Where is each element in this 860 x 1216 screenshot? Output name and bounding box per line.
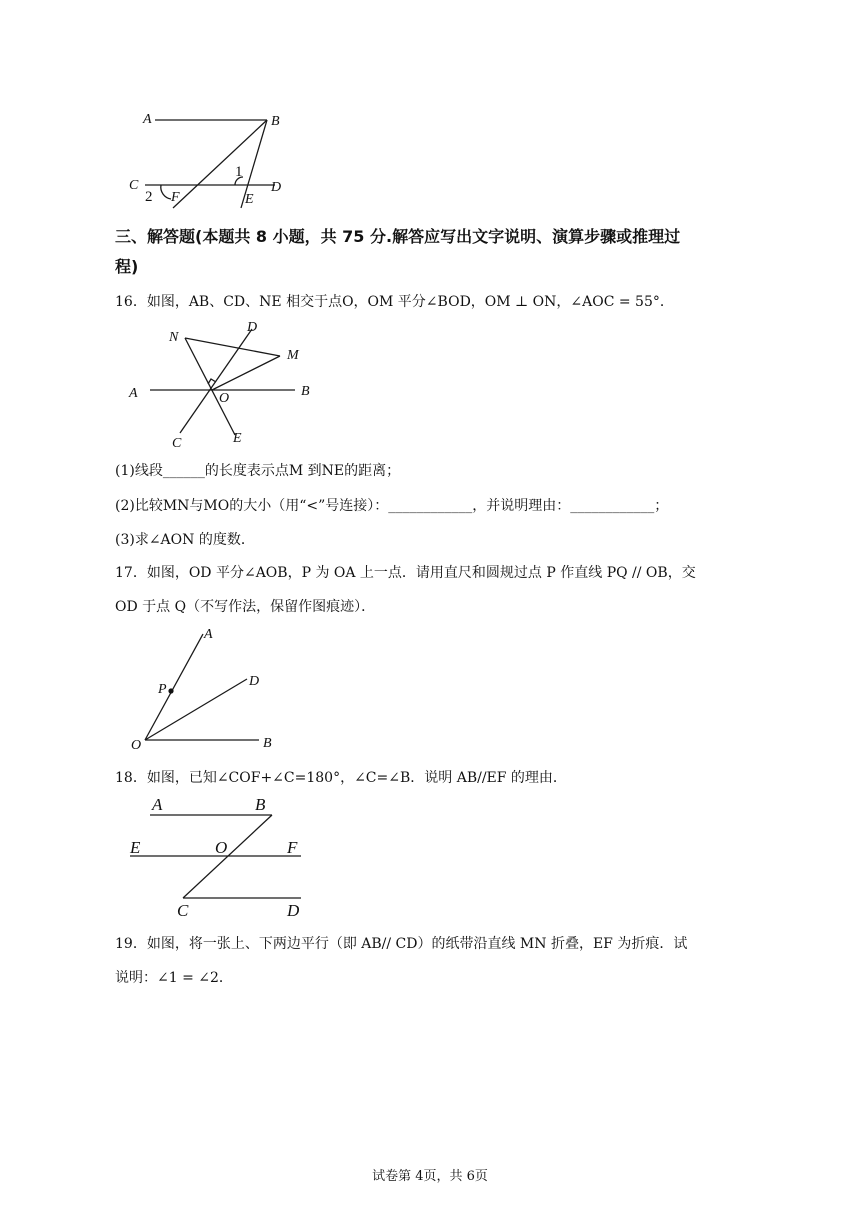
figure-parallel-lines-ab-cd bbox=[125, 105, 295, 210]
label-D: D bbox=[247, 320, 258, 335]
label-O: O bbox=[219, 391, 230, 406]
q19-stem-line1: 19．如图，将一张上、下两边平行（即 AB// CD）的纸带沿直线 MN 折叠，EF 为折痕．试 bbox=[115, 936, 688, 952]
label-E: E bbox=[233, 431, 242, 446]
label-angle-2: 2 bbox=[145, 189, 153, 205]
label-C: C bbox=[177, 901, 189, 920]
q19-stem-line2: 说明：∠1 = ∠2． bbox=[115, 970, 233, 986]
label-O: O bbox=[131, 738, 142, 753]
section-heading-cont: 程) bbox=[115, 257, 139, 276]
label-D: D bbox=[271, 180, 282, 195]
point-P bbox=[168, 688, 173, 693]
label-N: N bbox=[169, 330, 179, 345]
label-P: P bbox=[158, 682, 167, 697]
figure-q16-intersecting-lines bbox=[125, 315, 320, 450]
q16-stem: 16．如图，AB、CD、NE 相交于点O，OM 平分∠BOD，OM ⊥ ON，∠AOC = 55°． bbox=[115, 294, 674, 310]
label-C: C bbox=[129, 178, 139, 193]
page-footer: 试卷第 4页，共 6页 bbox=[372, 1169, 488, 1184]
q17-stem-line2: OD 于点 Q（不写作法，保留作图痕迹）． bbox=[115, 599, 376, 615]
label-F: F bbox=[171, 190, 180, 205]
section-heading: 三、解答题(本题共 8 小题，共 75 分.解答应写出文字说明、演算步骤或推理过 bbox=[115, 227, 681, 246]
q17-stem-line1: 17．如图，OD 平分∠AOB，P 为 OA 上一点．请用直尺和圆规过点 P 作直线 PQ // OB，交 bbox=[115, 565, 696, 581]
label-M: M bbox=[287, 348, 299, 363]
label-D: D bbox=[287, 901, 300, 920]
label-F: F bbox=[287, 838, 298, 857]
label-B: B bbox=[263, 736, 272, 751]
label-B: B bbox=[255, 795, 266, 814]
q16-part2: (2)比较MN与MO的大小（用“<”号连接）：____________，并说明理由：____________； bbox=[115, 498, 669, 514]
q16-part3: (3)求∠AON 的度数． bbox=[115, 532, 255, 548]
label-C: C bbox=[172, 436, 182, 451]
label-D: D bbox=[249, 674, 260, 689]
label-A: A bbox=[152, 795, 163, 814]
figure-q18-parallel-lines bbox=[125, 792, 310, 920]
label-A: A bbox=[204, 627, 213, 642]
q18-stem: 18．如图，已知∠COF+∠C=180°，∠C=∠B．说明 AB//EF 的理由． bbox=[115, 770, 567, 786]
figure-q17-angle-bisector bbox=[125, 622, 285, 752]
label-A: A bbox=[129, 386, 138, 401]
label-O: O bbox=[215, 838, 228, 857]
label-B: B bbox=[301, 384, 310, 399]
label-E: E bbox=[130, 838, 141, 857]
label-E: E bbox=[245, 192, 254, 207]
label-angle-1: 1 bbox=[235, 164, 243, 180]
label-A: A bbox=[143, 112, 152, 127]
label-B: B bbox=[271, 114, 280, 129]
q16-part1: (1)线段______的长度表示点M 到NE的距离； bbox=[115, 463, 401, 479]
